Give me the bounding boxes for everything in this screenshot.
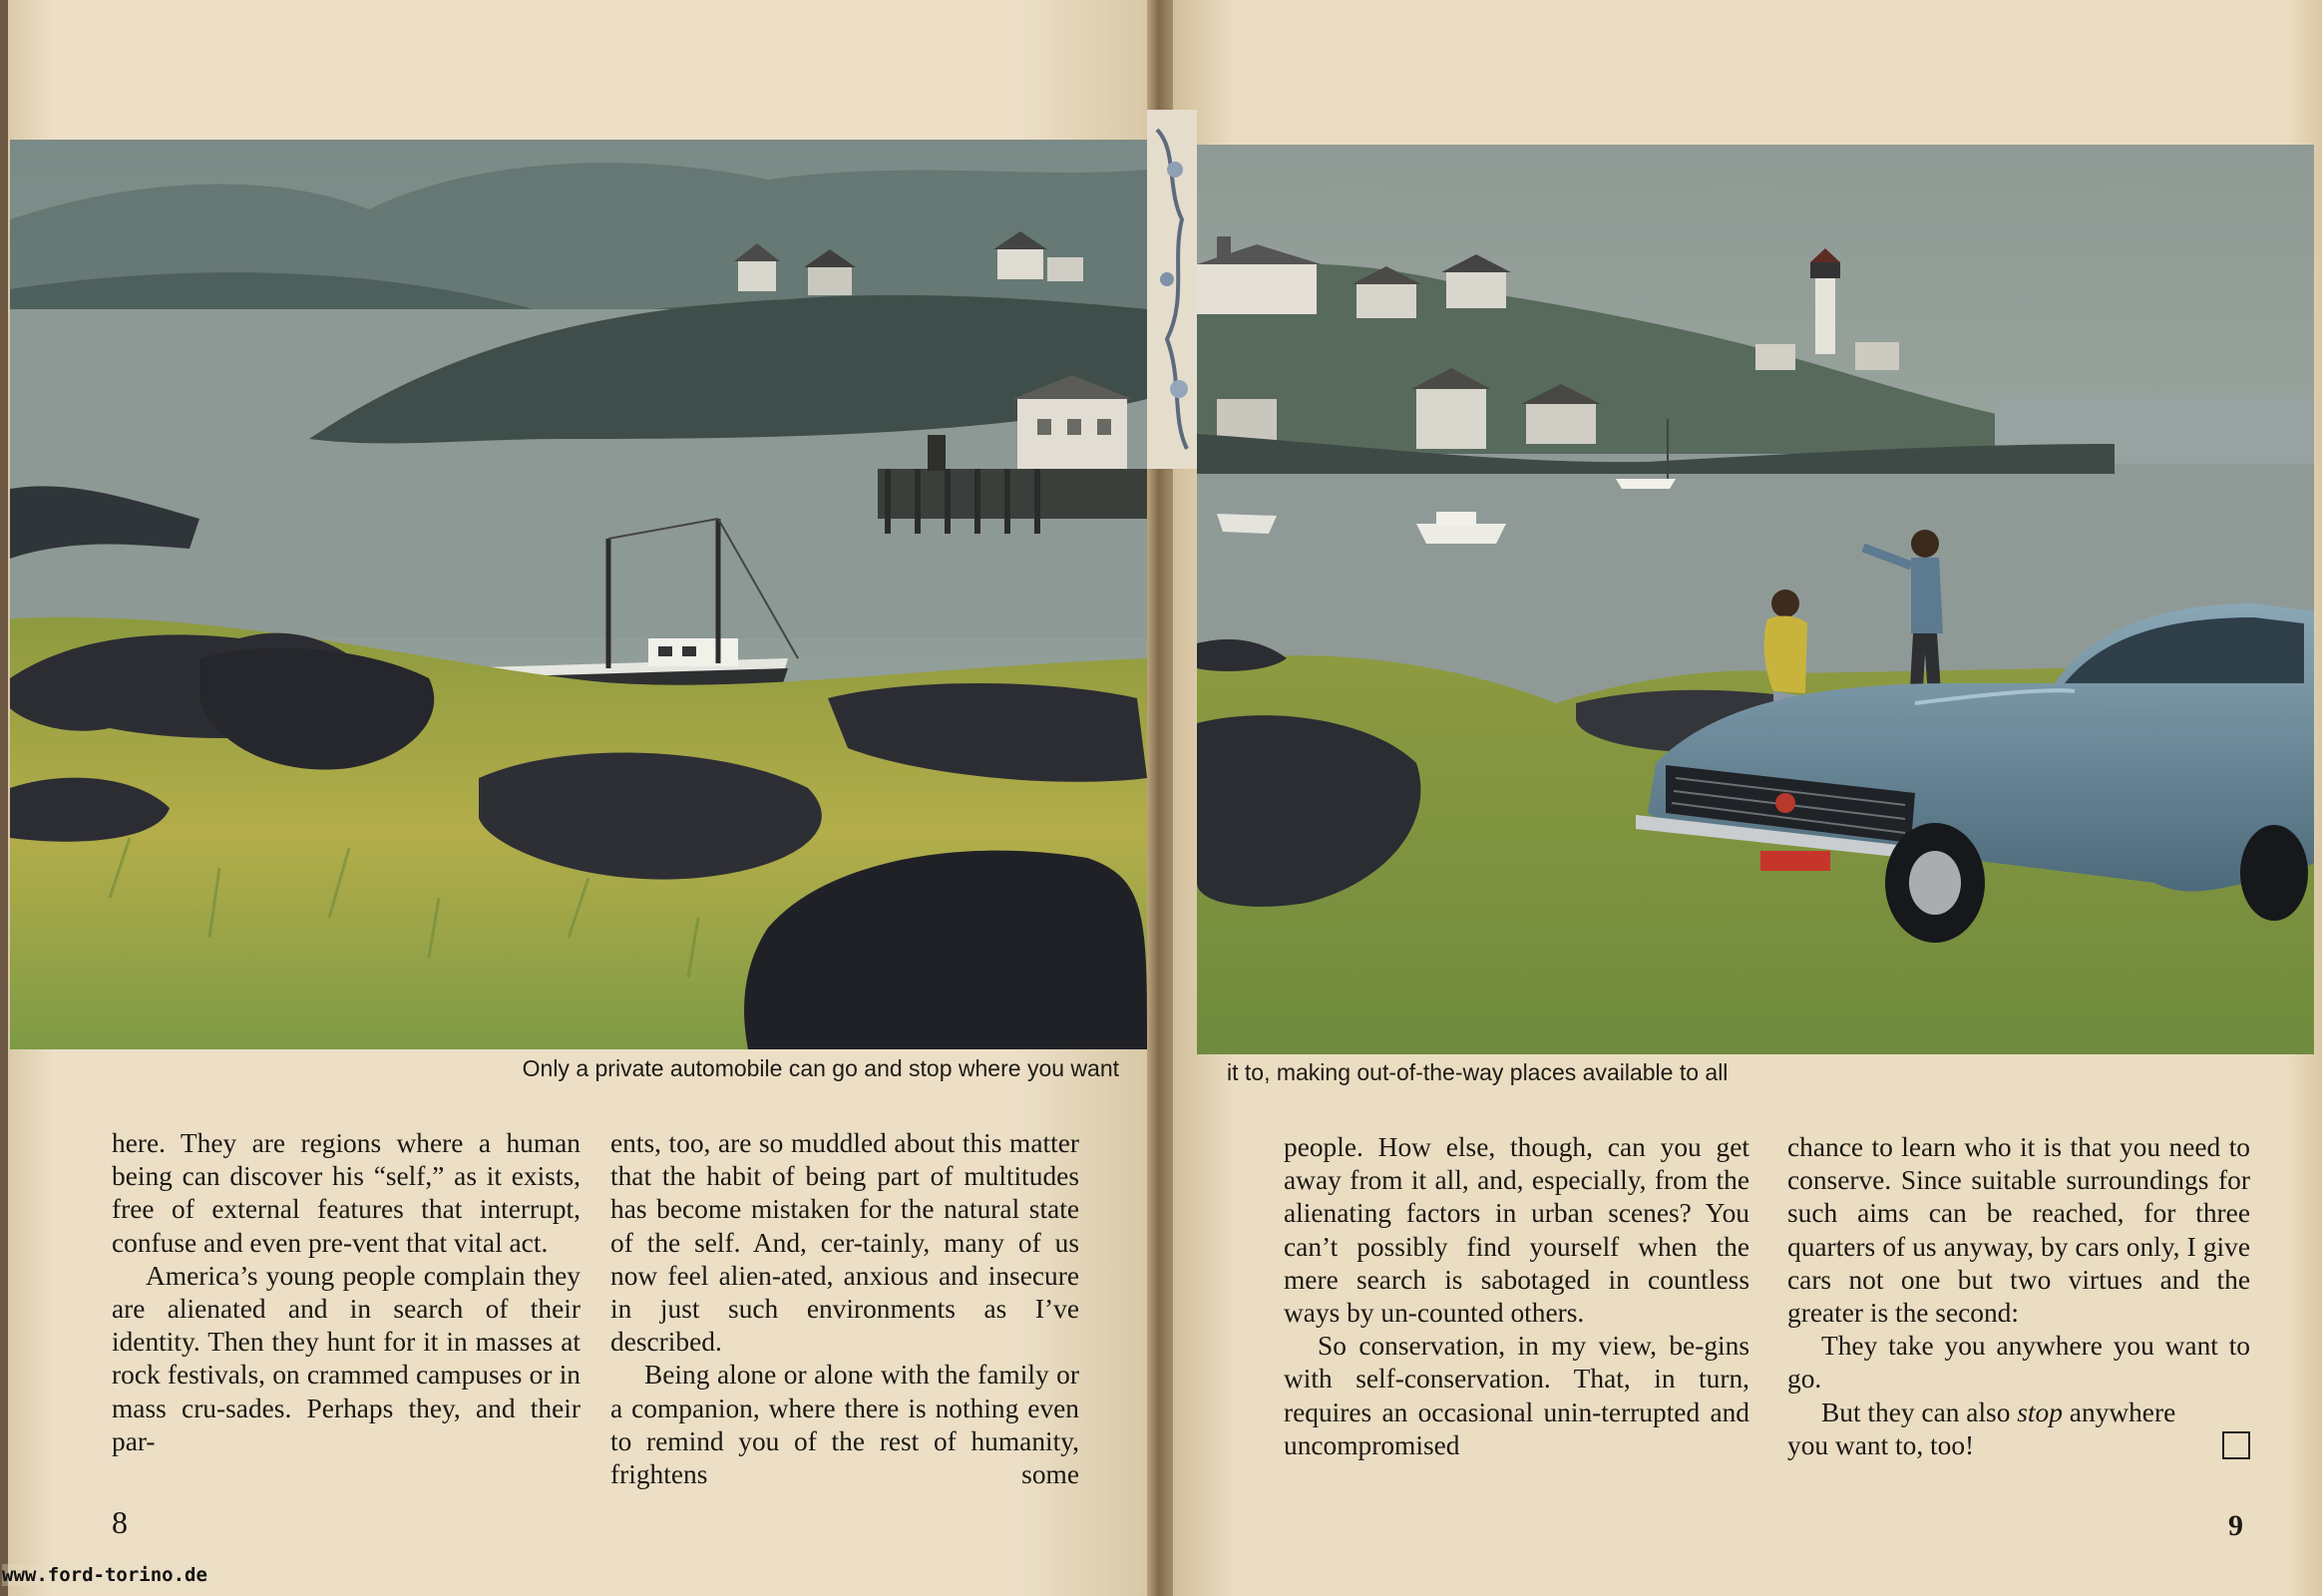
paragraph: So conservation, in my view, be-gins with self-conservation. That, in turn, requires an occasional unin-terrupted and uncompromised: [1284, 1331, 1749, 1460]
paragraph: America’s young people complain they are alienated and in search of their identity. Then they hunt for it in masses at rock festivals, on crammed campuses or in mass cru-sades. Perhaps they, and their par-: [112, 1260, 580, 1456]
paragraph: here. They are regions where a human being can discover his “self,” as it exists, free of external features that interrupt, confuse and even pre-vent that vital act.: [112, 1128, 580, 1258]
page-number-right: 9: [2228, 1509, 2243, 1542]
end-mark-box-icon: [2222, 1431, 2250, 1459]
text-column-3: [1284, 1131, 1749, 1462]
text-run: you want to, too!: [1787, 1429, 1975, 1460]
emphasis-stop: stop: [2017, 1396, 2063, 1427]
paragraph: They take you anywhere you want to go.: [1787, 1331, 2250, 1395]
text-column-1: [112, 1127, 580, 1458]
text-column-4: [1787, 1131, 2250, 1462]
paragraph: ents, too, are so muddled about this matter that the habit of being part of multitudes has become mistaken for the natural state of the self. And, cer-tainly, many of us now feel alien-ated, anxious and insecure in just such environments as I’ve described.: [610, 1128, 1079, 1358]
harbor-illustration-left: [10, 140, 1147, 1049]
final-line: [1787, 1429, 2250, 1462]
paragraph: [1787, 1396, 2250, 1429]
text-run: But they can also: [1821, 1396, 2018, 1427]
paragraph: chance to learn who it is that you need to conserve. Since suitable surroundings for such aims can be reached, for three quarters of us anyway, by cars only, I give cars not one but two virtues and the greater is the second:: [1787, 1132, 2250, 1329]
bay-car-illustration-right: [1197, 145, 2314, 1054]
paragraph: people. How else, though, can you get away from it all, and, especially, from the alienating factors in urban scenes? You can’t possibly find yourself when the mere search is sabotaged in countless ways by un-counted others.: [1284, 1132, 1749, 1329]
page-number-left: 8: [112, 1504, 128, 1540]
gutter-strip: [1147, 110, 1197, 469]
caption-right: it to, making out-of-the-way places available to all: [1227, 1059, 1729, 1085]
caption-left: Only a private automobile can go and stop where you want: [522, 1055, 1119, 1081]
paragraph: Being alone or alone with the family or a companion, where there is nothing even to remind you of the rest of humanity, frightens some: [610, 1360, 1079, 1490]
text-column-2: [610, 1127, 1079, 1491]
text-run: anywhere: [2062, 1396, 2176, 1427]
watermark: www.ford-torino.de: [2, 1564, 207, 1586]
